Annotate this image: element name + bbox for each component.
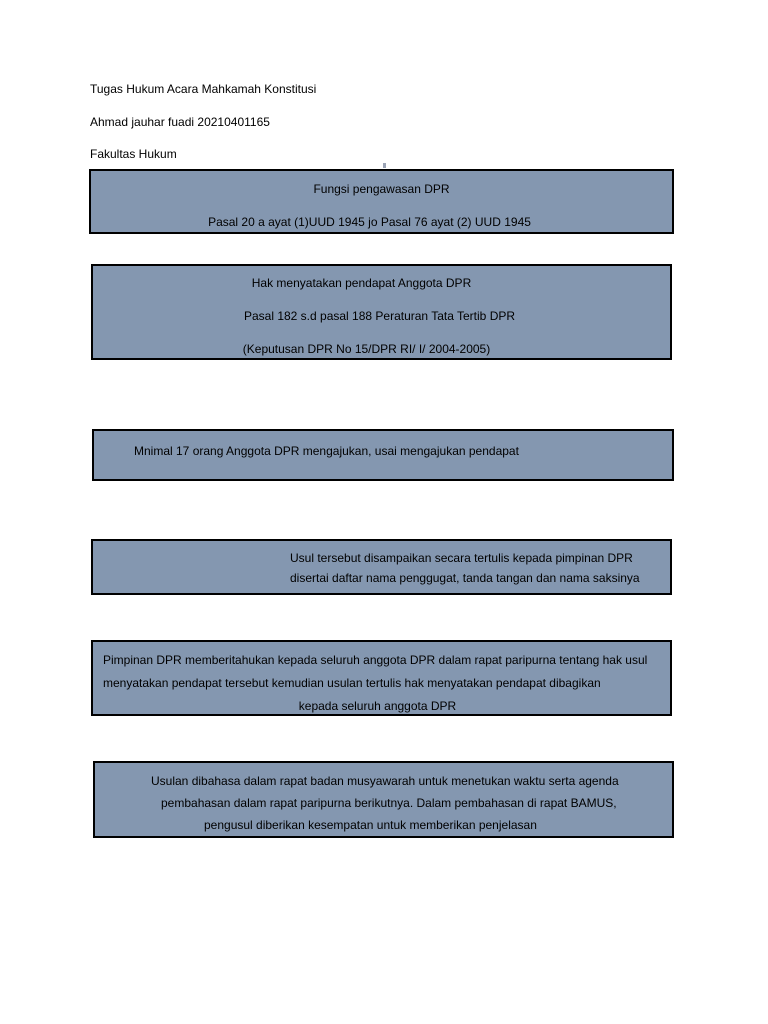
box-line: Usul tersebut disampaikan secara tertulis kepada pimpinan DPR	[290, 551, 633, 565]
faculty-line: Fakultas Hukum	[90, 147, 177, 161]
author-line: Ahmad jauhar fuadi 20210401165	[90, 115, 270, 129]
box-line: Pasal 182 s.d pasal 188 Peraturan Tata Tertib DPR	[243, 309, 516, 323]
box-line: kepada seluruh anggota DPR	[298, 699, 457, 713]
box-line: disertai daftar nama penggugat, tanda tangan dan nama saksinya	[290, 571, 640, 585]
box-line: (Keputusan DPR No 15/DPR RI/ I/ 2004-2005)	[242, 342, 491, 356]
box-line: pengusul diberikan kesempatan untuk memberikan penjelasan	[204, 818, 537, 832]
box-line: pembahasan dalam rapat paripurna berikutnya. Dalam pembahasan di rapat BAMUS,	[161, 796, 617, 810]
box-line: Fungsi pengawasan DPR	[313, 182, 450, 196]
document-title: Tugas Hukum Acara Mahkamah Konstitusi	[90, 82, 317, 96]
stray-mark	[383, 163, 386, 168]
box-line: Hak menyatakan pendapat Anggota DPR	[251, 276, 472, 290]
box-usul-tertulis	[91, 539, 672, 595]
box-hak-menyatakan-pendapat	[91, 264, 672, 360]
box-line: Mnimal 17 orang Anggota DPR mengajukan, usai mengajukan pendapat	[134, 444, 519, 458]
box-line: Usulan dibahasa dalam rapat badan musyawarah untuk menetukan waktu serta agenda	[151, 774, 619, 788]
box-fungsi-pengawasan	[89, 169, 674, 234]
box-line: Pasal 20 a ayat (1)UUD 1945 jo Pasal 76 ayat (2) UUD 1945	[208, 215, 531, 229]
box-line: menyatakan pendapat tersebut kemudian usulan tertulis hak menyatakan pendapat dibagikan	[103, 676, 601, 690]
box-minimal-anggota	[92, 429, 674, 481]
box-usulan-dibahas	[93, 761, 674, 838]
box-line: Pimpinan DPR memberitahukan kepada seluruh anggota DPR dalam rapat paripurna tentang hak usul	[103, 653, 648, 667]
box-pimpinan-memberitahukan	[91, 640, 672, 716]
